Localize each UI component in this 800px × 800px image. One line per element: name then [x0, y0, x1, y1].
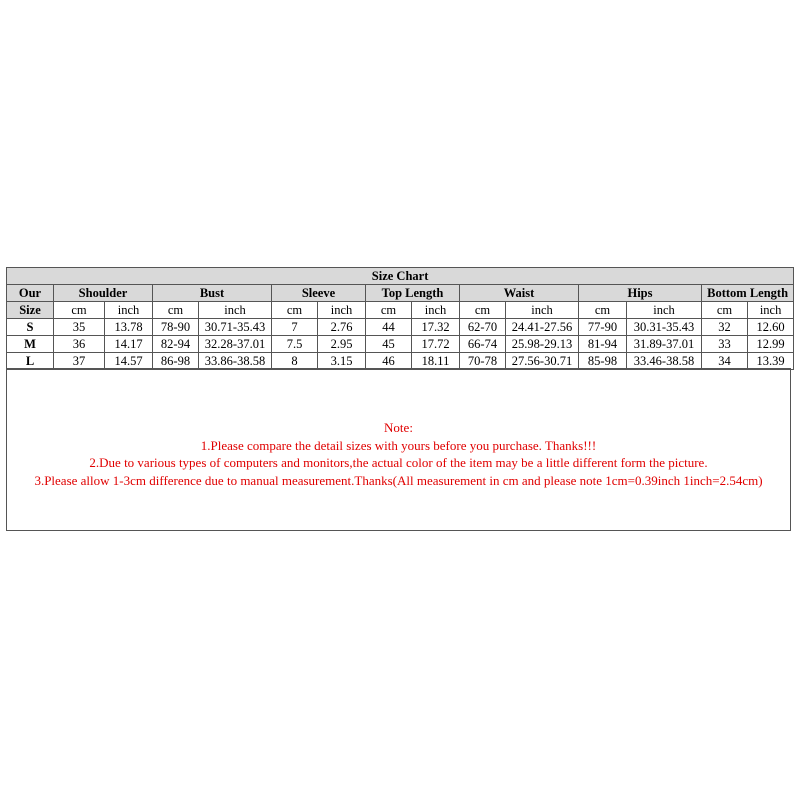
group-header-row: [7, 285, 794, 302]
table-cell: 18.11: [412, 353, 460, 370]
table-cell: 33: [702, 336, 748, 353]
table-cell: 12.99: [748, 336, 794, 353]
unit-inch: inch: [199, 302, 272, 319]
unit-cm: cm: [579, 302, 627, 319]
table-cell: 46: [366, 353, 412, 370]
table-cell: 31.89-37.01: [627, 336, 702, 353]
table-cell: 33.86-38.58: [199, 353, 272, 370]
header-bottom-length: Bottom Length: [702, 285, 794, 302]
unit-inch: inch: [627, 302, 702, 319]
header-waist: Waist: [460, 285, 579, 302]
size-chart-table: [6, 267, 794, 370]
unit-cm: cm: [366, 302, 412, 319]
unit-header-row: [7, 302, 794, 319]
unit-inch: inch: [412, 302, 460, 319]
table-cell: 27.56-30.71: [506, 353, 579, 370]
table-cell: 82-94: [153, 336, 199, 353]
table-cell: 2.95: [318, 336, 366, 353]
note-line-1: 1.Please compare the detail sizes with yours before you purchase. Thanks!!!: [200, 437, 597, 453]
unit-inch: inch: [506, 302, 579, 319]
table-row: [7, 353, 794, 370]
unit-inch: inch: [318, 302, 366, 319]
header-sleeve: Sleeve: [272, 285, 366, 302]
unit-cm: cm: [54, 302, 105, 319]
header-shoulder: Shoulder: [54, 285, 153, 302]
header-top-length: Top Length: [366, 285, 460, 302]
table-row: [7, 319, 794, 336]
table-cell: 37: [54, 353, 105, 370]
table-cell: 14.17: [105, 336, 153, 353]
note-line-2: 2.Due to various types of computers and monitors,the actual color of the item may be a little different form the picture.: [89, 455, 708, 470]
table-cell: 30.31-35.43: [627, 319, 702, 336]
unit-cm: cm: [702, 302, 748, 319]
header-bust: Bust: [153, 285, 272, 302]
table-cell: 34: [702, 353, 748, 370]
unit-cm: cm: [153, 302, 199, 319]
table-cell: 12.60: [748, 319, 794, 336]
size-label: S: [7, 319, 54, 336]
title-row: [7, 268, 794, 285]
unit-cm: cm: [272, 302, 318, 319]
our-size-header-line1: Our: [7, 285, 54, 302]
table-cell: 25.98-29.13: [506, 336, 579, 353]
table-cell: 45: [366, 336, 412, 353]
size-label: M: [7, 336, 54, 353]
unit-inch: inch: [748, 302, 794, 319]
table-cell: 77-90: [579, 319, 627, 336]
table-cell: 2.76: [318, 319, 366, 336]
table-cell: 32: [702, 319, 748, 336]
unit-cm: cm: [460, 302, 506, 319]
note-heading: Note:: [384, 420, 413, 435]
table-cell: 17.32: [412, 319, 460, 336]
table-cell: 66-74: [460, 336, 506, 353]
size-label: L: [7, 353, 54, 370]
table-cell: 78-90: [153, 319, 199, 336]
table-row: [7, 336, 794, 353]
table-cell: 81-94: [579, 336, 627, 353]
note-line-3: 3.Please allow 1-3cm difference due to manual measurement.Thanks(All measurement in cm and please note 1cm=0.39inch 1inch=2.54cm): [34, 472, 763, 488]
table-cell: 36: [54, 336, 105, 353]
table-title: Size Chart: [7, 268, 794, 285]
table-cell: 62-70: [460, 319, 506, 336]
table-cell: 30.71-35.43: [199, 319, 272, 336]
table-cell: 32.28-37.01: [199, 336, 272, 353]
table-cell: 7: [272, 319, 318, 336]
table-cell: 70-78: [460, 353, 506, 370]
header-hips: Hips: [579, 285, 702, 302]
table-cell: 8: [272, 353, 318, 370]
table-cell: 7.5: [272, 336, 318, 353]
table-cell: 44: [366, 319, 412, 336]
unit-inch: inch: [105, 302, 153, 319]
table-cell: 86-98: [153, 353, 199, 370]
table-cell: 85-98: [579, 353, 627, 370]
notes-box: [6, 368, 791, 531]
table-cell: 24.41-27.56: [506, 319, 579, 336]
table-cell: 3.15: [318, 353, 366, 370]
our-size-header-line2: Size: [7, 302, 54, 319]
table-cell: 13.39: [748, 353, 794, 370]
table-cell: 14.57: [105, 353, 153, 370]
table-cell: 17.72: [412, 336, 460, 353]
table-cell: 33.46-38.58: [627, 353, 702, 370]
table-cell: 35: [54, 319, 105, 336]
table-cell: 13.78: [105, 319, 153, 336]
